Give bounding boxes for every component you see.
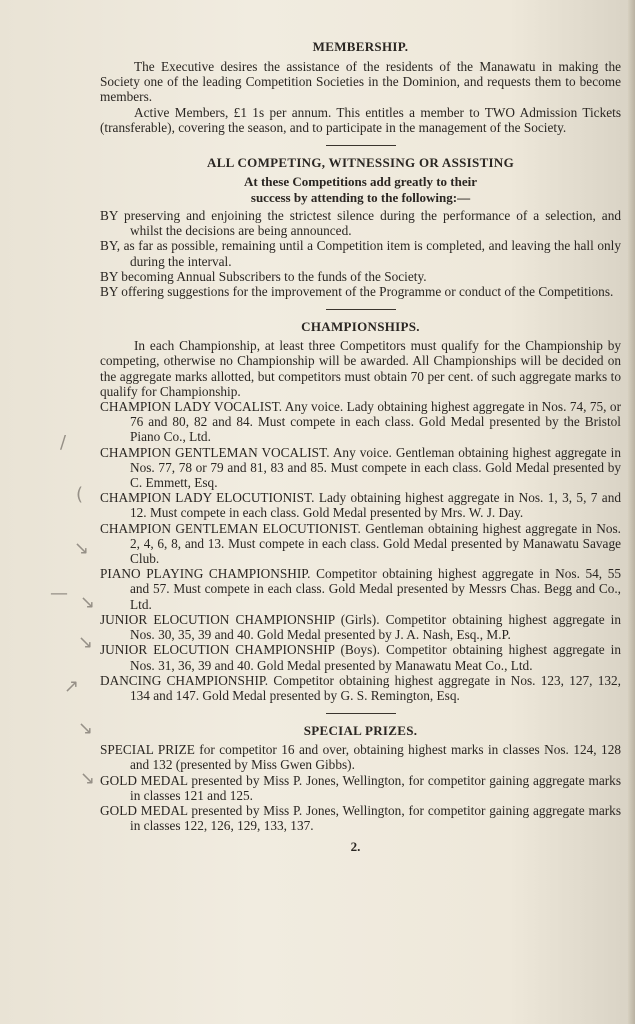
pencil-mark-icon: ↘	[80, 768, 96, 789]
divider-rule	[326, 309, 396, 310]
membership-section	[100, 38, 621, 135]
championship-item: CHAMPION LADY ELOCUTIONIST. Lady obtaining highest aggregate in Nos. 1, 3, 5, 7 and 12. Must compete in each class. Gold Medal presented by Mrs. W. J. Day.	[100, 490, 621, 521]
special-prize-item: SPECIAL PRIZE for competitor 16 and over, obtaining highest marks in classes Nos. 124, 128 and 132 (presented by Miss Gwen Gibbs).	[100, 742, 621, 773]
championships-section	[100, 318, 621, 703]
divider-rule	[326, 713, 396, 714]
pencil-mark-icon: —	[50, 583, 68, 604]
championship-item: PIANO PLAYING CHAMPIONSHIP. Competitor obtaining highest aggregate in Nos. 54, 55 and 57. Must compete in each class. Gold Medal presented by Messrs Chas. Begg and Co., Ltd.	[100, 566, 621, 612]
pencil-mark-icon: /	[60, 432, 67, 453]
pencil-mark-icon: ↘	[78, 718, 94, 739]
competing-item: BY becoming Annual Subscribers to the funds of the Society.	[100, 268, 427, 284]
championship-item: CHAMPION GENTLEMAN VOCALIST. Any voice. Gentleman obtaining highest aggregate in Nos. 77, 78 or 79 and 81, 83 and 85. Must compete in each class. Gold Medal presented by C. Emmett, Esq.	[100, 444, 621, 491]
page-edge	[628, 0, 635, 1024]
championship-item: CHAMPION LADY VOCALIST. Any voice. Lady obtaining highest aggregate in Nos. 74, 75, or 76 and 80, 82 and 84. Must compete in each class. Gold Medal presented by the Bristol Piano Co., Ltd.	[100, 399, 621, 445]
divider-rule	[326, 145, 396, 146]
pencil-mark-icon: ↘	[78, 632, 94, 653]
membership-paragraph-1: The Executive desires the assistance of the residents of the Manawatu in making the Society one of the leading Competition Societies in the Dominion, and requests them to become members.	[100, 59, 621, 105]
pencil-mark-icon: ↘	[74, 538, 90, 559]
membership-paragraph-2: Active Members, £1 1s per annum. This entitles a member to TWO Admission Tickets (transferable), covering the season, and to participate in the management of the Society.	[100, 104, 621, 135]
special-prize-item: GOLD MEDAL presented by Miss P. Jones, Wellington, for competitor gaining aggregate marks in classes 121 and 125.	[100, 772, 621, 803]
competing-item: BY preserving and enjoining the strictest silence during the performance of a selection, and whilst the decisions are being announced.	[100, 208, 621, 239]
competing-heading: ALL COMPETING, WITNESSING OR ASSISTING	[207, 155, 514, 171]
pencil-mark-icon: (	[76, 484, 84, 505]
pencil-mark-icon: ↗	[64, 676, 80, 697]
special-prize-item: GOLD MEDAL presented by Miss P. Jones, Wellington, for competitor gaining aggregate marks in classes 122, 126, 129, 133, 137.	[100, 802, 621, 834]
competing-subheading-1: At these Competitions add greatly to their	[243, 174, 477, 190]
pencil-mark-icon: ↘	[80, 592, 96, 613]
championship-item: JUNIOR ELOCUTION CHAMPIONSHIP (Girls). Competitor obtaining highest aggregate in Nos. 30, 35, 39 and 40. Gold Medal presented by J. A. Nash, Esq., M.P.	[100, 611, 621, 643]
special-prizes-heading: SPECIAL PRIZES.	[303, 723, 418, 739]
competing-item: BY offering suggestions for the improvement of the Programme or conduct of the Competitions.	[100, 284, 614, 300]
championship-item: JUNIOR ELOCUTION CHAMPIONSHIP (Boys). Competitor obtaining highest aggregate in Nos. 31, 36, 39 and 40. Gold Medal presented by Manawatu Meat Co., Ltd.	[100, 642, 621, 673]
membership-heading: MEMBERSHIP.	[312, 39, 409, 54]
competing-item: BY, as far as possible, remaining until a Competition item is completed, and leaving the hall only during the interval.	[100, 238, 621, 269]
competing-section	[100, 154, 621, 299]
championship-item: DANCING CHAMPIONSHIP. Competitor obtaining highest aggregate in Nos. 123, 127, 132, 134 and 147. Gold Medal presented by G. S. Remington, Esq.	[100, 672, 621, 703]
championship-item: CHAMPION GENTLEMAN ELOCUTIONIST. Gentleman obtaining highest aggregate in Nos. 2, 4, 6, 8, and 13. Must compete in each class. Gold Medal presented by Manawatu Savage Club.	[100, 520, 621, 567]
competing-subheading-2: success by attending to the following:—	[250, 190, 471, 206]
championships-heading: CHAMPIONSHIPS.	[301, 319, 420, 335]
page-number: 2.	[350, 839, 361, 855]
special-prizes-section	[100, 722, 621, 833]
championships-intro: In each Championship, at least three Competitors must qualify for the Championship by competing, otherwise no Championship will be awarded. All Championships will be decided on the aggregate marks allotted, but competitors must obtain 70 per cent. of such aggregate marks to qualify for Championship.	[100, 338, 621, 399]
